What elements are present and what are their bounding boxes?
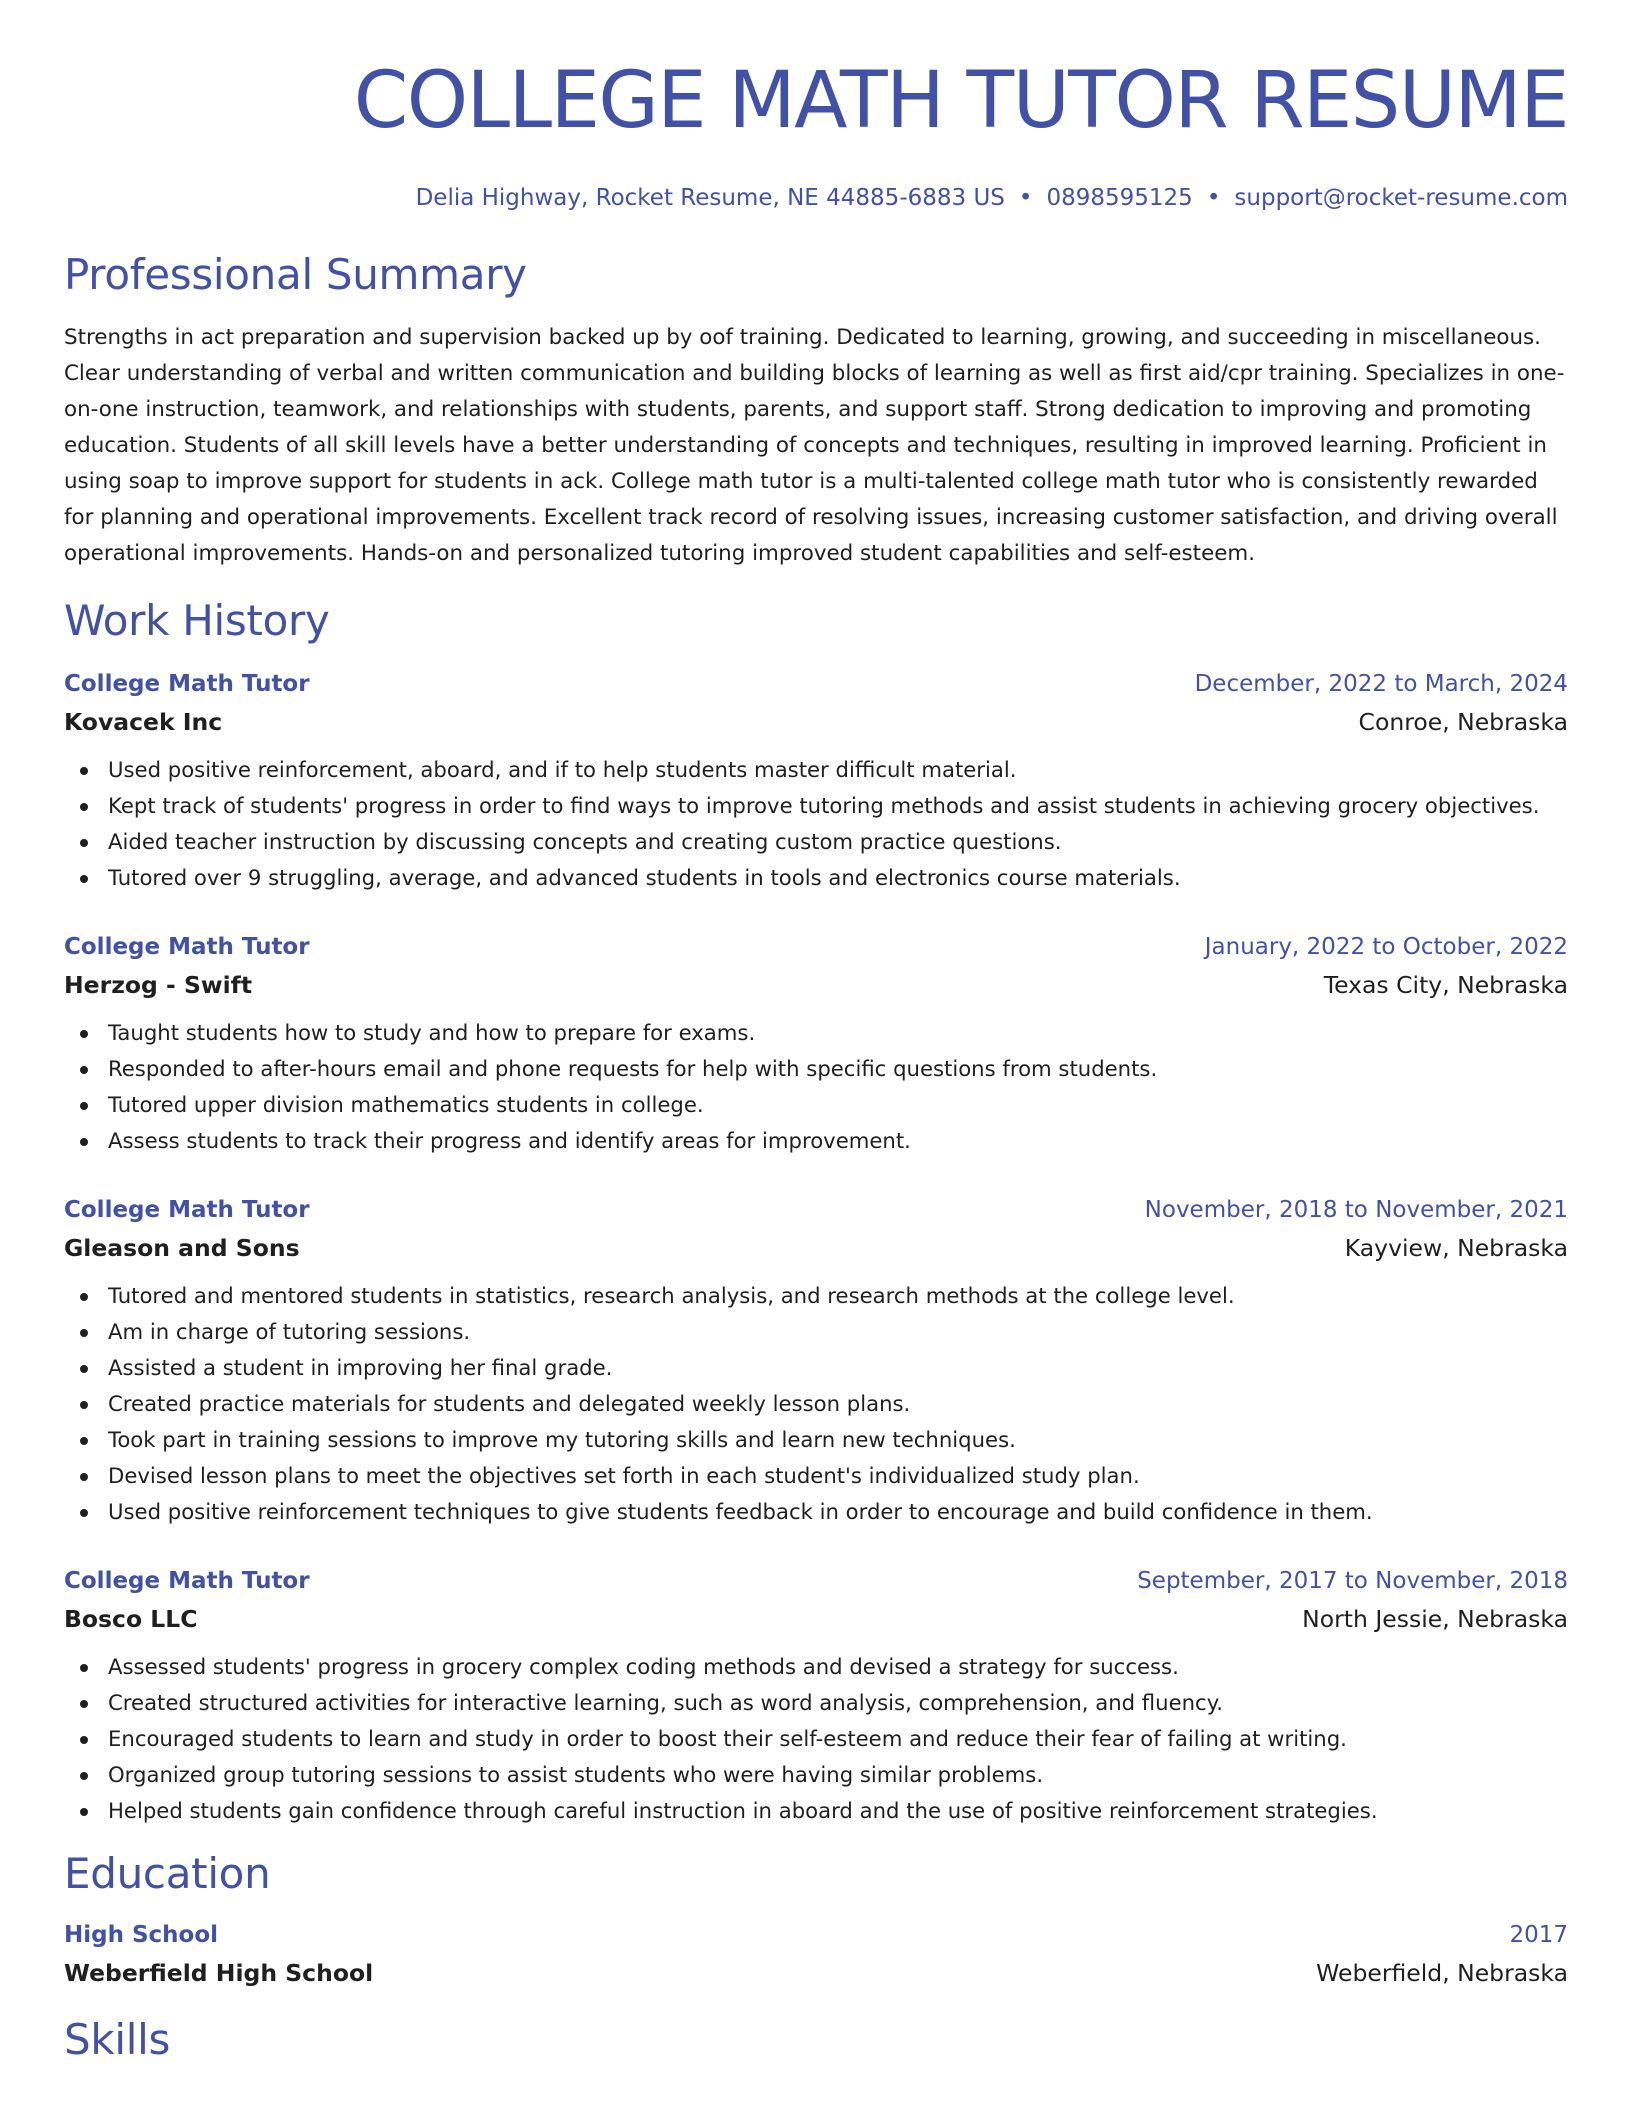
job-bullet: Assessed students' progress in grocery complex coding methods and devised a strategy for success. bbox=[64, 1649, 1568, 1685]
job-company: Gleason and Sons bbox=[64, 1234, 300, 1262]
education-heading: Education bbox=[64, 1849, 271, 1898]
job-bullet: Tutored and mentored students in statistics, research analysis, and research methods at the college level. bbox=[64, 1278, 1568, 1314]
job-dates: September, 2017 to November, 2018 bbox=[1137, 1568, 1568, 1594]
resume-title: COLLEGE MATH TUTOR RESUME bbox=[353, 56, 1568, 146]
job-location: North Jessie, Nebraska bbox=[1302, 1605, 1568, 1633]
contact-line bbox=[64, 182, 1568, 214]
job-entry bbox=[64, 929, 1568, 1159]
job-bullet: Created practice materials for students and delegated weekly lesson plans. bbox=[64, 1386, 1568, 1422]
contact-email: support@rocket-resume.com bbox=[1234, 185, 1568, 211]
job-location: Conroe, Nebraska bbox=[1358, 708, 1568, 736]
job-title: College Math Tutor bbox=[64, 671, 310, 697]
job-bullet: Tutored over 9 struggling, average, and advanced students in tools and electronics course materials. bbox=[64, 860, 1568, 896]
job-title: College Math Tutor bbox=[64, 1197, 310, 1223]
education-degree: High School bbox=[64, 1922, 219, 1948]
job-bullet: Aided teacher instruction by discussing concepts and creating custom practice questions. bbox=[64, 824, 1568, 860]
job-bullet: Used positive reinforcement, aboard, and if to help students master difficult material. bbox=[64, 752, 1568, 788]
job-bullets bbox=[64, 752, 1568, 896]
job-entry bbox=[64, 1192, 1568, 1530]
job-location: Texas City, Nebraska bbox=[1323, 971, 1568, 999]
job-entry bbox=[64, 666, 1568, 896]
job-entry bbox=[64, 1563, 1568, 1829]
job-bullet: Tutored upper division mathematics students in college. bbox=[64, 1087, 1568, 1123]
job-bullets bbox=[64, 1278, 1568, 1530]
job-bullet: Devised lesson plans to meet the objectives set forth in each student's individualized study plan. bbox=[64, 1458, 1568, 1494]
job-company: Herzog - Swift bbox=[64, 971, 253, 999]
job-dates: December, 2022 to March, 2024 bbox=[1194, 671, 1568, 697]
contact-separator: • bbox=[1018, 185, 1033, 211]
job-dates: January, 2022 to October, 2022 bbox=[1204, 934, 1568, 960]
resume-page bbox=[64, 52, 1568, 2067]
education-school: Weberfield High School bbox=[64, 1959, 374, 1987]
job-bullet: Encouraged students to learn and study in order to boost their self-esteem and reduce their fear of failing at writing. bbox=[64, 1721, 1568, 1757]
education-year: 2017 bbox=[1509, 1922, 1568, 1948]
contact-address: Delia Highway, Rocket Resume, NE 44885-6883 US bbox=[415, 185, 1005, 211]
job-bullet: Assisted a student in improving her final grade. bbox=[64, 1350, 1568, 1386]
job-bullet: Used positive reinforcement techniques to give students feedback in order to encourage and build confidence in them. bbox=[64, 1494, 1568, 1530]
education-entry bbox=[64, 1917, 1568, 1993]
job-bullet: Helped students gain confidence through careful instruction in aboard and the use of positive reinforcement strategies. bbox=[64, 1793, 1568, 1829]
job-bullet: Taught students how to study and how to prepare for exams. bbox=[64, 1015, 1568, 1051]
job-bullet: Organized group tutoring sessions to assist students who were having similar problems. bbox=[64, 1757, 1568, 1793]
job-bullet: Took part in training sessions to improve my tutoring skills and learn new techniques. bbox=[64, 1422, 1568, 1458]
job-bullet: Kept track of students' progress in order to find ways to improve tutoring methods and assist students in achieving grocery objectives. bbox=[64, 788, 1568, 824]
education-location: Weberfield, Nebraska bbox=[1316, 1959, 1568, 1987]
summary-text: Strengths in act preparation and supervision backed up by oof training. Dedicated to learning, growing, and succeeding in miscellaneous. Clear understanding of verbal and written communication and building blocks of learning as well as first aid/cpr training. Specializes in one-on-one instruction, teamwork, and relationships with students, parents, and support staff. Strong dedication to improving and promoting education. Students of all skill levels have a better understanding of concepts and techniques, resulting in improved learning. Proficient in using soap to improve support for students in ack. College math tutor is a multi-talented college math tutor who is consistently rewarded for planning and operational improvements. Excellent track record of resolving issues, increasing customer satisfaction, and driving overall operational improvements. Hands-on and personalized tutoring improved student capabilities and self-esteem. bbox=[64, 325, 1565, 566]
work-history-heading: Work History bbox=[64, 596, 330, 645]
job-bullet: Assess students to track their progress and identify areas for improvement. bbox=[64, 1123, 1568, 1159]
job-bullet: Responded to after-hours email and phone requests for help with specific questions from students. bbox=[64, 1051, 1568, 1087]
job-dates: November, 2018 to November, 2021 bbox=[1144, 1197, 1568, 1223]
job-bullet: Created structured activities for interactive learning, such as word analysis, comprehension, and fluency. bbox=[64, 1685, 1568, 1721]
contact-phone: 0898595125 bbox=[1046, 185, 1193, 211]
job-title: College Math Tutor bbox=[64, 1568, 310, 1594]
job-bullets bbox=[64, 1649, 1568, 1829]
job-company: Kovacek Inc bbox=[64, 708, 223, 736]
job-bullets bbox=[64, 1015, 1568, 1159]
summary-heading: Professional Summary bbox=[64, 250, 527, 299]
job-location: Kayview, Nebraska bbox=[1344, 1234, 1568, 1262]
job-title: College Math Tutor bbox=[64, 934, 310, 960]
job-bullet: Am in charge of tutoring sessions. bbox=[64, 1314, 1568, 1350]
job-company: Bosco LLC bbox=[64, 1605, 198, 1633]
skills-heading: Skills bbox=[64, 2015, 171, 2064]
contact-separator: • bbox=[1206, 185, 1221, 211]
